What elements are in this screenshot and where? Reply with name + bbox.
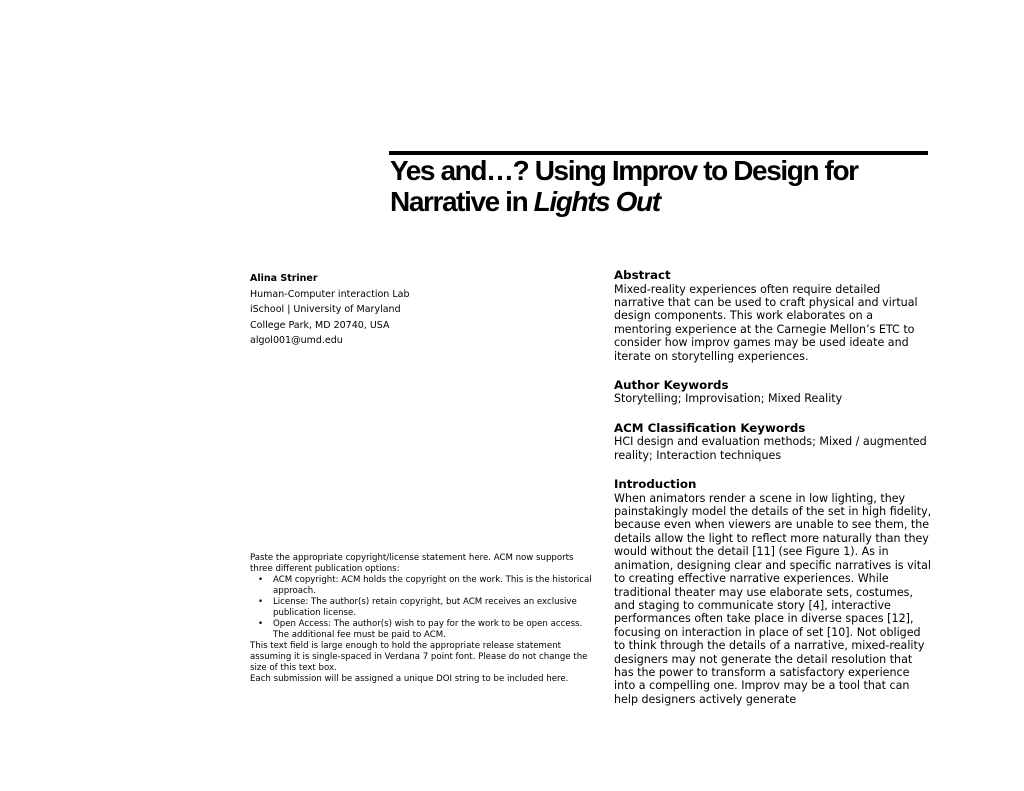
acm-keywords-section	[614, 421, 934, 462]
title-main: Yes and…? Using Improv to Design for Narrative in	[390, 155, 858, 217]
copyright-doi-note: Each submission will be assigned a unique DOI string to be included here.	[250, 674, 569, 684]
copyright-option: • Open Access: The author(s) wish to pay for the work to be open access. The additional fee must be paid to ACM.	[273, 619, 595, 641]
copyright-option: • License: The author(s) retain copyright, but ACM receives an exclusive publication license.	[273, 597, 595, 619]
right-column	[614, 268, 934, 721]
copyright-box	[250, 553, 595, 685]
introduction-heading: Introduction	[614, 477, 697, 492]
author-keywords-heading: Author Keywords	[614, 377, 729, 392]
author-lab: Human-Computer interaction Lab	[250, 288, 410, 300]
copyright-note: This text field is large enough to hold the appropriate release statement assuming it is single-spaced in Verdana 7 point font. Please do not change the size of this text box.	[250, 641, 588, 673]
author-name: Alina Striner	[250, 273, 318, 284]
paper-title	[390, 155, 930, 217]
author-email: algol001@umd.edu	[250, 335, 343, 347]
copyright-intro: Paste the appropriate copyright/license statement here. ACM now supports three different publication options:	[250, 553, 574, 574]
abstract-heading: Abstract	[614, 268, 671, 282]
title-italic: Lights Out	[533, 186, 660, 217]
author-keywords-body: Storytelling; Improvisation; Mixed Reality	[614, 392, 843, 406]
author-block	[250, 271, 590, 349]
introduction-body: When animators render a scene in low lighting, they painstakingly model the details of the set in high fidelity, because even when viewers are unable to see them, the details allow the light to reflect more naturally than they would without the detail [11] (see Figure 1). As in animation, designing clear and specific narratives is vital to creating effective narrative experiences. While traditional theater may use elaborate sets, costumes, and staging to communicate story [4], interactive performances often take place in diverse spaces [12], focusing on interaction in place of set [10]. Not obliged to think through the details of a narrative, mixed-reality designers may not generate the detail resolution that has the power to transform a satisfactory experience into a compelling one. Improv may be a tool that can help designers actively generate	[614, 491, 932, 706]
copyright-options	[250, 575, 595, 641]
author-keywords-section	[614, 378, 934, 406]
abstract-body: Mixed-reality experiences often require detailed narrative that can be used to craft physical and virtual design components. This work elaborates on a mentoring experience at the Carnegie Mellon’s ETC to consider how improv games may be used ideate and iterate on storytelling experiences.	[614, 282, 918, 363]
author-school: iSchool | University of Maryland	[250, 304, 401, 316]
acm-keywords-body: HCI design and evaluation methods; Mixed / augmented reality; Interaction techniques	[614, 435, 927, 462]
introduction-section	[614, 477, 934, 706]
acm-keywords-heading: ACM Classification Keywords	[614, 420, 806, 435]
copyright-option: • ACM copyright: ACM holds the copyright on the work. This is the historical approach.	[273, 575, 595, 597]
abstract-section	[614, 268, 934, 363]
author-address: College Park, MD 20740, USA	[250, 319, 390, 331]
